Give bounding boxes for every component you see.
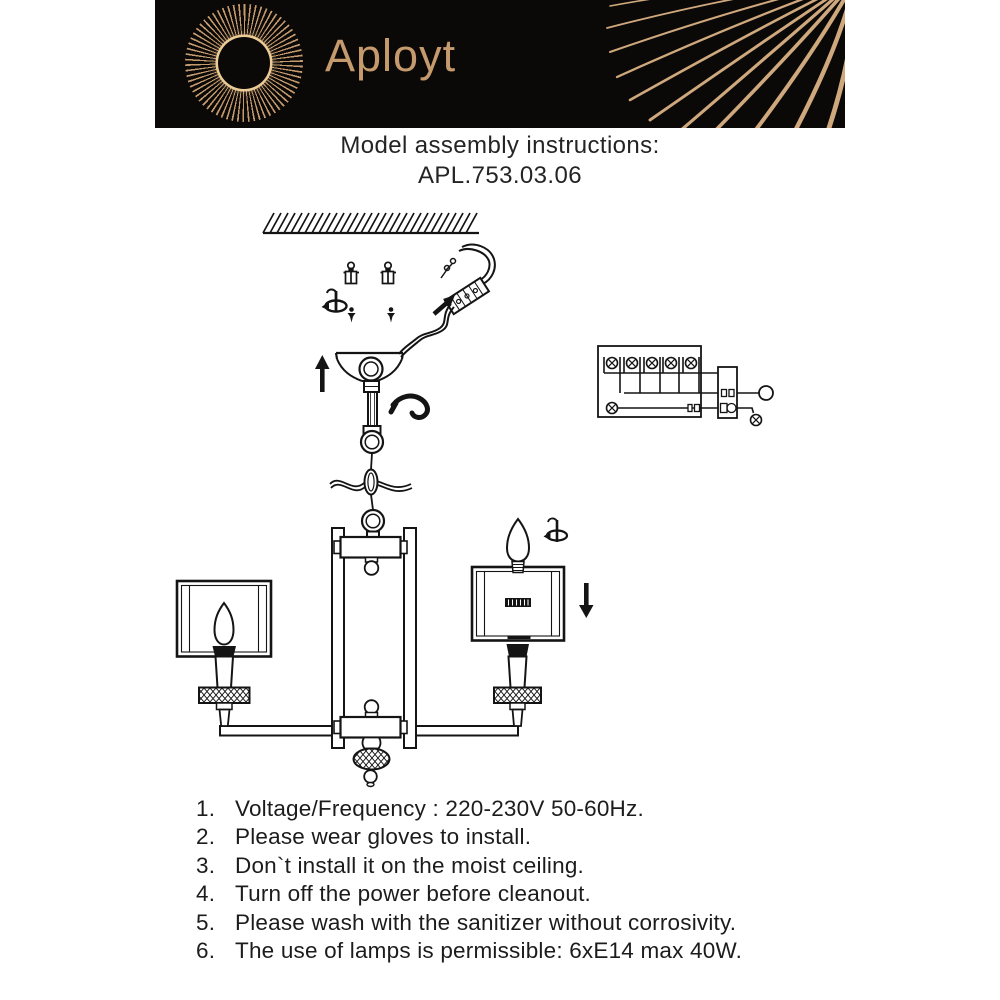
wall-anchor-icons	[344, 262, 397, 283]
canopy-and-chain	[330, 353, 412, 539]
left-arm-tube	[220, 726, 341, 736]
right-knurled-nut	[494, 688, 541, 704]
item-text: Voltage/Frequency : 220-230V 50-60Hz.	[235, 796, 644, 821]
left-knurled-nut	[199, 688, 250, 704]
model-number: APL.753.03.06	[417, 162, 582, 189]
item-text: Please wear gloves to install.	[235, 824, 532, 850]
left-lamp-assembly	[177, 581, 271, 726]
rays-decoration-icon	[575, 0, 845, 128]
instruction-item-6	[196, 937, 742, 965]
item-number: 4.	[196, 881, 216, 907]
item-number: 1.	[196, 796, 216, 821]
crystal-finial	[354, 738, 390, 787]
arrow-down-icon	[579, 583, 594, 618]
page-title: Model assembly instructions:	[340, 132, 660, 159]
rotate-bulb-icon	[544, 518, 568, 542]
brand-banner	[155, 0, 845, 128]
right-lamp-assembly	[472, 519, 564, 726]
schematic-lamps	[604, 357, 699, 414]
instruction-item-1	[196, 795, 742, 823]
assembly-diagram	[0, 205, 1000, 795]
right-candle-bulb	[507, 519, 529, 562]
mains-terminal-connector	[399, 245, 495, 357]
instruction-item-3	[196, 852, 742, 880]
instruction-item-2	[196, 823, 742, 851]
arrow-up-icon	[315, 355, 330, 392]
mounting-screw-icons	[348, 307, 396, 322]
item-number: 2.	[196, 824, 216, 850]
instruction-item-4	[196, 880, 742, 908]
item-text: Don`t install it on the moist ceiling.	[235, 852, 585, 878]
brand-name: Aployt	[325, 30, 457, 81]
instruction-list	[196, 795, 742, 965]
item-text: Please wash with the sanitizer without corrosivity.	[235, 909, 737, 935]
wiring-schematic	[598, 346, 773, 426]
instruction-item-5	[196, 909, 742, 937]
item-number: 6.	[196, 938, 216, 964]
rotate-screw-icon	[322, 289, 347, 312]
ceiling-hatch	[263, 213, 479, 233]
item-number: 3.	[196, 852, 216, 878]
hook-icon	[391, 396, 427, 417]
right-arm-tube	[409, 726, 518, 736]
item-text: The use of lamps is permissible: 6xE14 max 40W.	[235, 938, 743, 964]
title-block	[0, 131, 1000, 191]
item-text: Turn off the power before cleanout.	[235, 881, 591, 907]
item-number: 5.	[196, 909, 216, 935]
left-candle-bulb	[215, 603, 234, 645]
sunburst-logo-icon	[185, 4, 303, 122]
